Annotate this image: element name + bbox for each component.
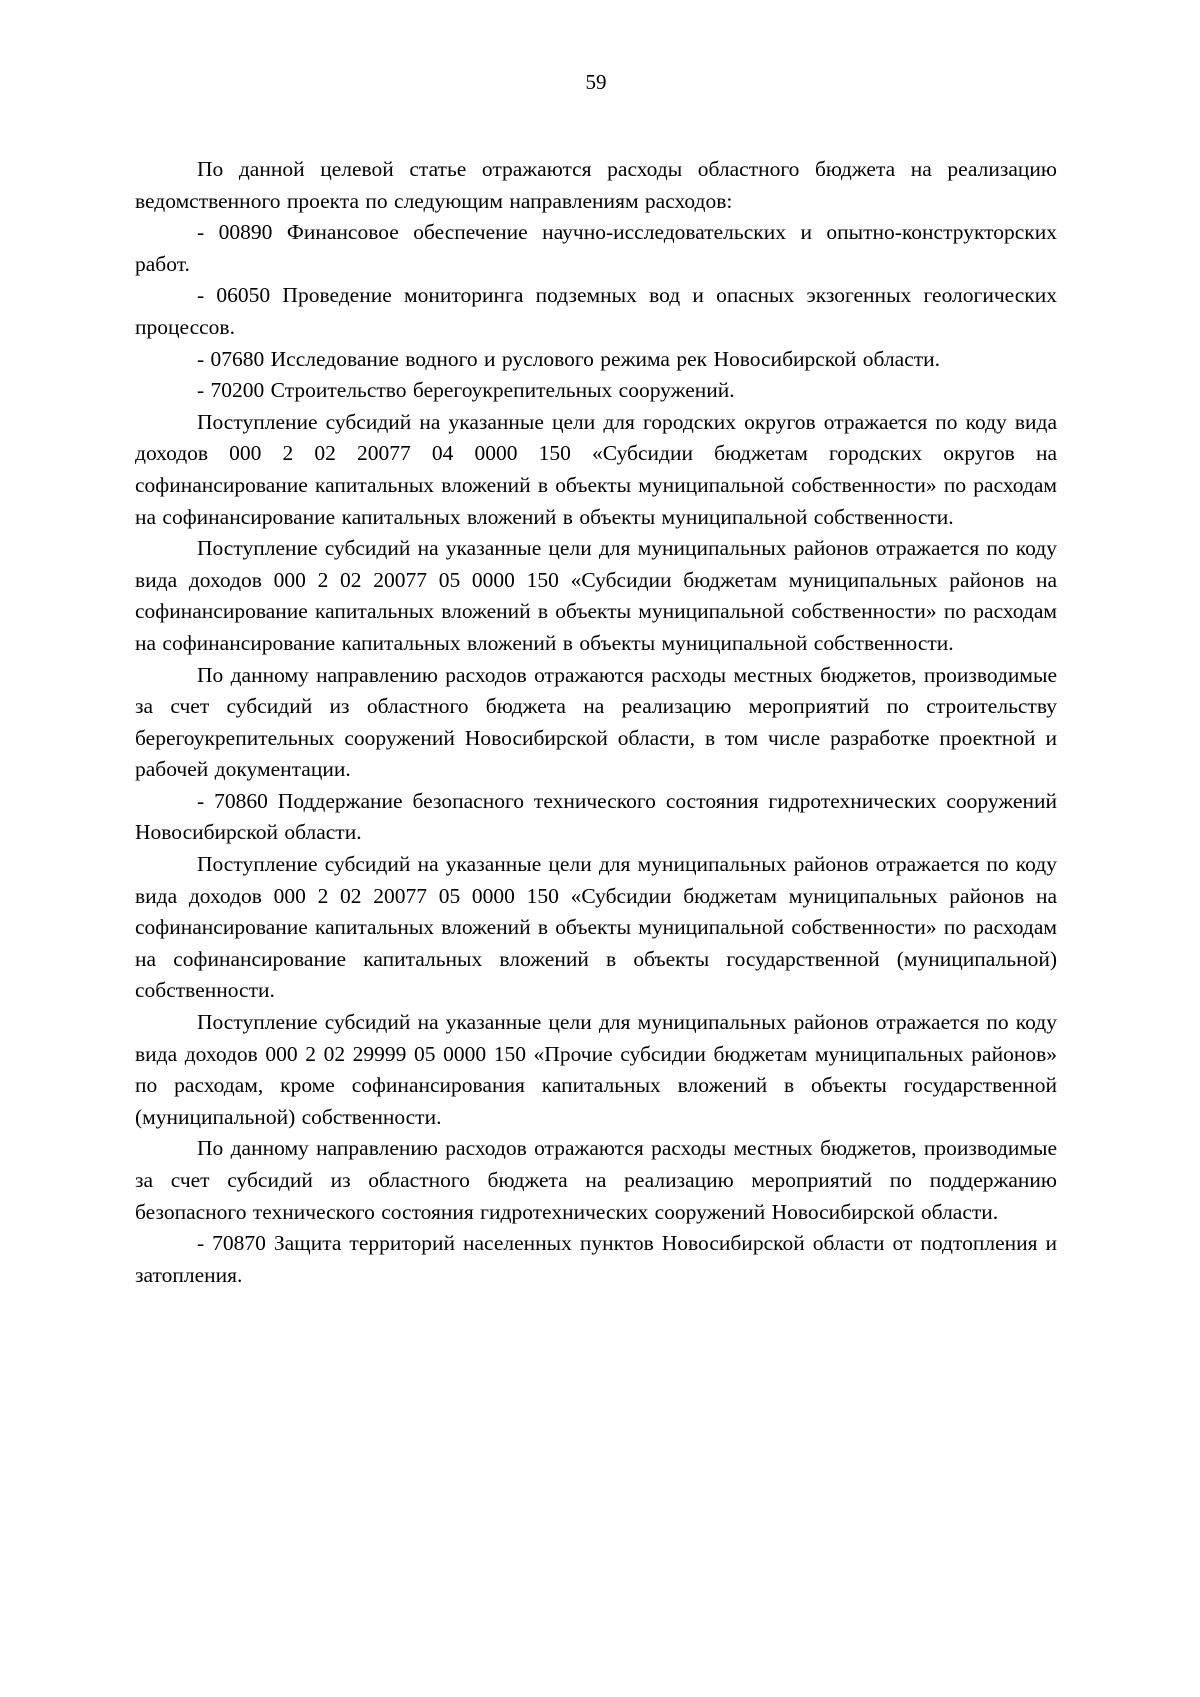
paragraph: Поступление субсидий на указанные цели для городских округов отражается по коду вида доходов 000 2 02 20077 04 0000 150 «Субсидии бюджетам городских округов на софинансирование капитальных вложений в объекты муниципальной собственности» по расходам на софинансирование капитальных вложений в объекты муниципальной собственности. xyxy=(135,409,1057,529)
paragraph: - 70870 Защита территорий населенных пунктов Новосибирской области от подтопления и затопления. xyxy=(135,1231,1057,1287)
paragraph: По данному направлению расходов отражаются расходы местных бюджетов, производимые за счет субсидий из областного бюджета на реализацию мероприятий по поддержанию безопасного технического состояния гидротехнических сооружений Новосибирской области. xyxy=(135,1136,1057,1224)
paragraph: - 06050 Проведение мониторинга подземных вод и опасных экзогенных геологических процессов. xyxy=(135,283,1057,339)
paragraph: Поступление субсидий на указанные цели для муниципальных районов отражается по коду вида доходов 000 2 02 29999 05 0000 150 «Прочие субсидии бюджетам муниципальных районов» по расходам, кроме софинансирования капитальных вложений в объекты государственной (муниципальной) собственности. xyxy=(135,1010,1057,1129)
paragraph: По данному направлению расходов отражаются расходы местных бюджетов, производимые за счет субсидий из областного бюджета на реализацию мероприятий по строительству берегоукрепительных сооружений Новосибирской области, в том числе разработке проектной и рабочей документации. xyxy=(135,662,1057,782)
paragraph: По данной целевой статье отражаются расходы областного бюджета на реализацию ведомственного проекта по следующим направлениям расходов: xyxy=(135,157,1057,213)
paragraph: Поступление субсидий на указанные цели для муниципальных районов отражается по коду вида доходов 000 2 02 20077 05 0000 150 «Субсидии бюджетам муниципальных районов на софинансирование капитальных вложений в объекты муниципальной собственности» по расходам на софинансирование капитальных вложений в объекты государственной (муниципальной) собственности. xyxy=(135,852,1057,1003)
paragraph: - 70200 Строительство берегоукрепительных сооружений. xyxy=(197,378,735,403)
paragraph: - 70860 Поддержание безопасного технического состояния гидротехнических сооружений Новосибирской области. xyxy=(135,788,1057,845)
paragraph: - 00890 Финансовое обеспечение научно-исследовательских и опытно-конструкторских работ. xyxy=(135,220,1057,276)
paragraph: Поступление субсидий на указанные цели для муниципальных районов отражается по коду вида доходов 000 2 02 20077 05 0000 150 «Субсидии бюджетам муниципальных районов на софинансирование капитальных вложений в объекты муниципальной собственности» по расходам на софинансирование капитальных вложений в объекты муниципальной собственности. xyxy=(135,536,1057,655)
document-body xyxy=(135,154,1057,1291)
page-number: 59 xyxy=(585,70,607,94)
paragraph: - 07680 Исследование водного и руслового режима рек Новосибирской области. xyxy=(197,346,941,371)
